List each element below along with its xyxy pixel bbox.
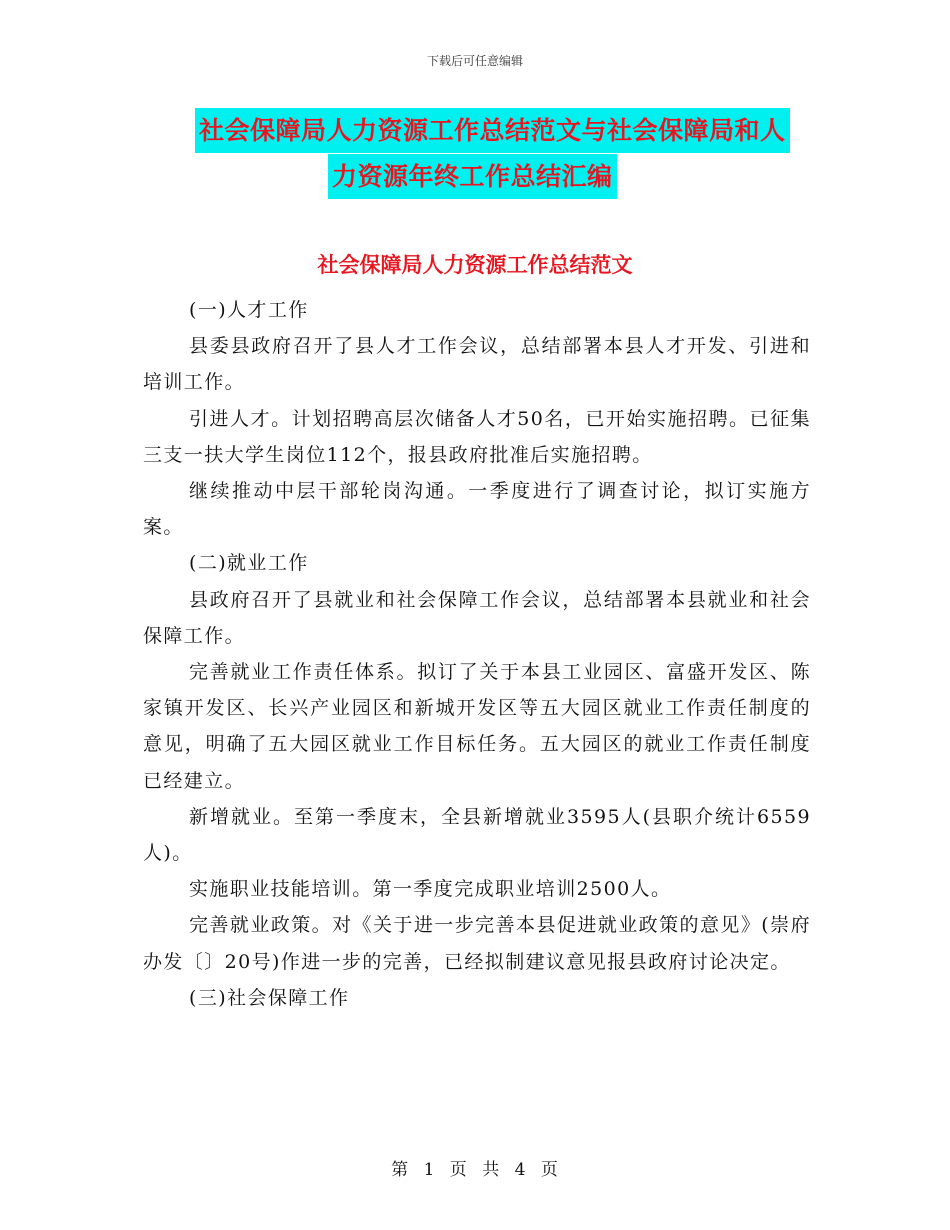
- title-line-2: 力资源年终工作总结汇编: [328, 154, 617, 199]
- document-body: [143, 292, 811, 1016]
- page-footer: [0, 1155, 950, 1180]
- paragraph: 完善就业政策。对《关于进一步完善本县促进就业政策的意见》(崇府办发〔〕20号)作进一步的完善，已经拟制建议意见报县政府讨论决定。: [143, 914, 811, 973]
- paragraph: 引进人才。计划招聘高层次储备人才50名，已开始实施招聘。已征集三支一扶大学生岗位112个，报县政府批准后实施招聘。: [143, 407, 811, 466]
- footer-total-pages: 4: [514, 1160, 527, 1180]
- paragraph: 继续推动中层干部轮岗沟通。一季度进行了调查讨论，拟订实施方案。: [143, 480, 811, 539]
- paragraph: 县委县政府召开了县人才工作会议，总结部署本县人才开发、引进和培训工作。: [143, 335, 811, 394]
- title-line-1: 社会保障局人力资源工作总结范文与社会保障局和人: [195, 108, 790, 153]
- footer-suffix: 页: [540, 1160, 559, 1180]
- paragraph-heading-3: (三)社会保障工作: [189, 986, 350, 1009]
- footer-page-word: 页: [449, 1160, 468, 1180]
- paragraph: 实施职业技能培训。第一季度完成职业培训2500人。: [189, 878, 672, 901]
- section-subtitle: 社会保障局人力资源工作总结范文: [317, 253, 633, 277]
- paragraph-heading-1: (一)人才工作: [189, 299, 309, 321]
- paragraph: 新增就业。至第一季度末，全县新增就业3595人(县职介统计6559人)。: [143, 805, 811, 865]
- paragraph: 完善就业工作责任体系。拟订了关于本县工业园区、富盛开发区、陈家镇开发区、长兴产业园区和新城开发区等五大园区就业工作责任制度的意见，明确了五大园区就业工作目标任务。五大园区的就业工作责任制度已经建立。: [143, 661, 811, 792]
- footer-total-word: 共: [482, 1160, 501, 1180]
- footer-prefix: 第: [391, 1160, 410, 1180]
- paragraph: 县政府召开了县就业和社会保障工作会议，总结部署本县就业和社会保障工作。: [143, 588, 811, 647]
- paragraph-heading-2: (二)就业工作: [189, 552, 309, 575]
- footer-page-number: 1: [423, 1160, 436, 1180]
- page-header: 下载后可任意编辑: [426, 54, 523, 68]
